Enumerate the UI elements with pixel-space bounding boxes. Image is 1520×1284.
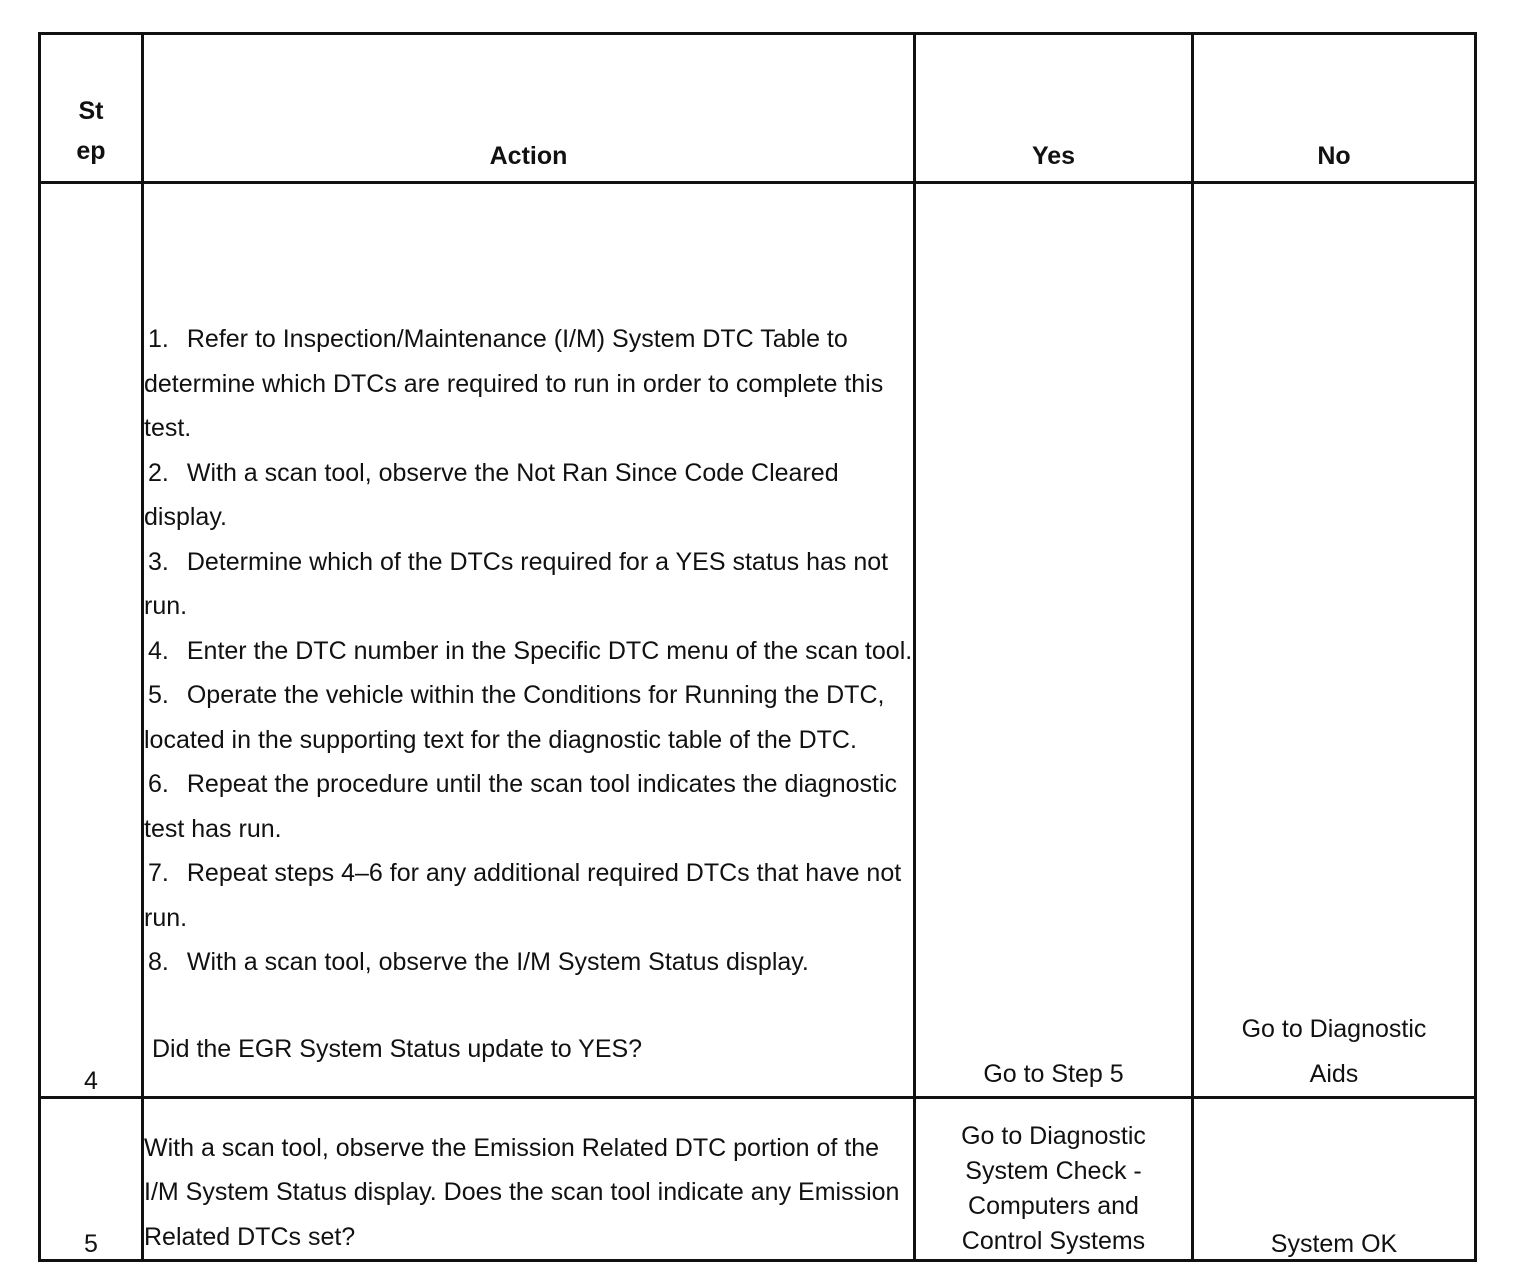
- table-row: [40, 1098, 1476, 1261]
- action-item-number: 8.: [148, 948, 169, 976]
- action-item: [144, 451, 913, 540]
- action-item-number: 5.: [148, 681, 169, 709]
- action-item: [144, 851, 913, 940]
- table-header-row: [40, 34, 1476, 183]
- header-yes: Yes: [915, 34, 1193, 183]
- step-number: 5: [40, 1098, 143, 1261]
- step-number: 4: [40, 183, 143, 1098]
- action-item-number: 2.: [148, 458, 169, 487]
- action-item: [144, 540, 913, 629]
- header-step-label: St ep: [76, 97, 106, 165]
- action-item-number: 3.: [148, 547, 169, 576]
- table-row: [40, 183, 1476, 1098]
- action-item-number: 1.: [148, 325, 169, 353]
- header-no: No: [1193, 34, 1476, 183]
- no-result: System OK: [1193, 1098, 1476, 1261]
- action-item-text: Repeat the procedure until the scan tool indicates the diagnostic test has run.: [144, 770, 898, 843]
- action-item-text: Determine which of the DTCs required for a YES status has not run.: [144, 547, 889, 620]
- action-item-text: With a scan tool, observe the I/M System Status display.: [186, 948, 809, 976]
- header-action: Action: [143, 34, 915, 183]
- action-item-text: Operate the vehicle within the Conditions for Running the DTC, located in the supporting text for the diagnostic table of the DTC.: [144, 681, 885, 754]
- action-item-number: 6.: [148, 770, 169, 798]
- action-item-text: Refer to Inspection/Maintenance (I/M) System DTC Table to determine which DTCs are required to run in order to complete this test.: [144, 325, 884, 442]
- action-item: [144, 762, 913, 851]
- action-item-number: 4.: [148, 636, 169, 665]
- action-cell: With a scan tool, observe the Emission Related DTC portion of the I/M System Status display. Does the scan tool indicate any Emission Related DTCs set?: [143, 1098, 915, 1261]
- action-item: [144, 673, 913, 762]
- action-item-text: With a scan tool, observe the Not Ran Since Code Cleared display.: [144, 458, 839, 531]
- action-item-text: Repeat steps 4–6 for any additional required DTCs that have not run.: [144, 859, 902, 932]
- action-item-text: Enter the DTC number in the Specific DTC menu of the scan tool.: [186, 636, 913, 665]
- action-item-number: 7.: [148, 859, 169, 887]
- header-step: [40, 34, 143, 183]
- yes-result: Go to Step 5: [915, 183, 1193, 1098]
- action-item: [144, 629, 913, 674]
- action-item: [144, 317, 913, 451]
- diagnostic-table: [38, 32, 1477, 1262]
- yes-result: Go to Diagnostic System Check - Computers and Control Systems: [915, 1098, 1193, 1261]
- action-question: Did the EGR System Status update to YES?: [152, 1034, 643, 1063]
- no-result: Go to Diagnostic Aids: [1193, 183, 1476, 1098]
- action-item: [144, 940, 913, 985]
- action-cell: [143, 183, 915, 1098]
